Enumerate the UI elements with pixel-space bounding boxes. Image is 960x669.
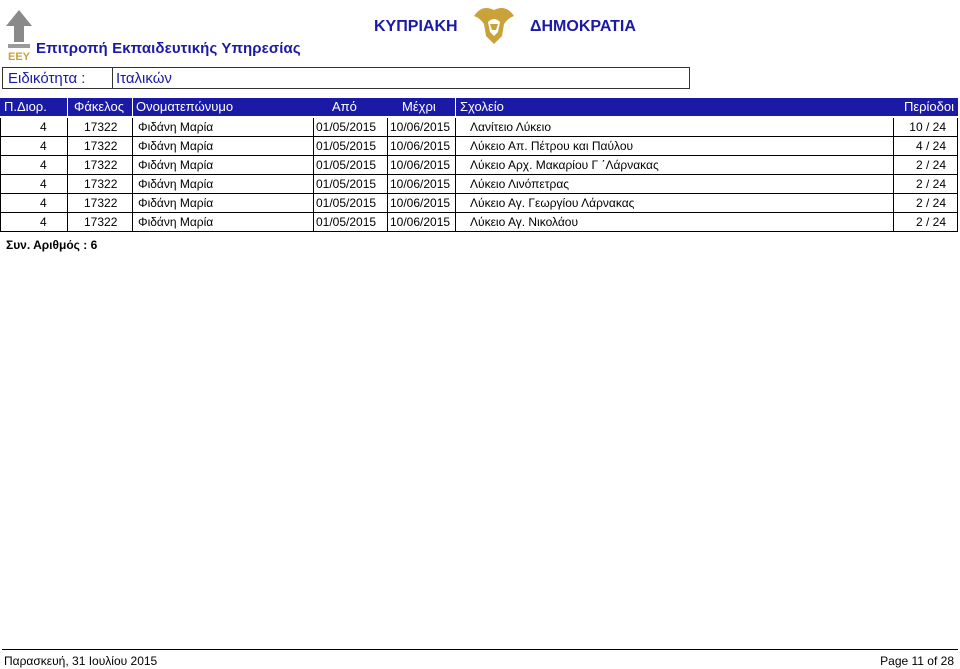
column-divider: [893, 194, 894, 213]
cell-from: 01/05/2015: [316, 120, 377, 134]
cell-appointment-period: 4: [40, 196, 47, 210]
cell-to: 10/06/2015: [390, 196, 451, 210]
cell-appointment-period: 4: [40, 158, 47, 172]
column-divider: [0, 213, 1, 232]
cell-name: Φιδάνη Μαρία: [138, 177, 214, 191]
footer-divider: [2, 649, 958, 650]
cell-file: 17322: [84, 120, 118, 134]
cell-from: 01/05/2015: [316, 177, 377, 191]
cell-school: Λύκειο Αγ. Νικολάου: [470, 215, 579, 229]
column-divider: [455, 118, 456, 137]
cell-file: 17322: [84, 158, 118, 172]
column-divider: [313, 156, 314, 175]
column-divider: [67, 137, 68, 156]
column-divider: [387, 213, 388, 232]
cell-periods: 2 / 24: [915, 196, 946, 210]
cell-name: Φιδάνη Μαρία: [138, 139, 214, 153]
specialty-label: Ειδικότητα :: [8, 70, 86, 87]
cell-school: Λύκειο Αγ. Γεωργίου Λάρνακας: [470, 196, 635, 210]
cell-to: 10/06/2015: [390, 177, 451, 191]
cell-name: Φιδάνη Μαρία: [138, 158, 214, 172]
column-divider: [67, 156, 68, 175]
column-divider: [132, 118, 133, 137]
organization-logo: [2, 8, 36, 68]
logo-text: ΕΕΥ: [7, 51, 31, 63]
cell-to: 10/06/2015: [390, 120, 451, 134]
table-row: [0, 156, 958, 175]
cell-from: 01/05/2015: [316, 215, 377, 229]
cell-to: 10/06/2015: [390, 139, 451, 153]
column-divider: [132, 194, 133, 213]
table-row: [0, 175, 958, 194]
table-row: [0, 194, 958, 213]
column-header-name: Ονοματεπώνυμο: [136, 99, 234, 114]
cell-from: 01/05/2015: [316, 196, 377, 210]
cell-from: 01/05/2015: [316, 139, 377, 153]
column-divider: [67, 175, 68, 194]
column-header-from: Από: [332, 99, 357, 114]
cell-appointment-period: 4: [40, 139, 47, 153]
cell-file: 17322: [84, 139, 118, 153]
cell-name: Φιδάνη Μαρία: [138, 120, 214, 134]
specialty-value: Ιταλικών: [116, 70, 172, 87]
cell-file: 17322: [84, 177, 118, 191]
column-header-to: Μέχρι: [402, 99, 436, 114]
cell-to: 10/06/2015: [390, 215, 451, 229]
cell-file: 17322: [84, 196, 118, 210]
column-divider: [132, 175, 133, 194]
column-divider: [132, 156, 133, 175]
column-divider: [67, 194, 68, 213]
table-header: [0, 98, 958, 116]
column-divider: [893, 156, 894, 175]
cell-periods: 4 / 24: [915, 139, 946, 153]
cell-school: Λανίτειο Λύκειο: [470, 120, 551, 134]
cell-periods: 2 / 24: [915, 215, 946, 229]
column-divider: [313, 137, 314, 156]
column-divider: [67, 213, 68, 232]
column-divider: [132, 213, 133, 232]
column-header-periods: Περίοδοι: [903, 99, 954, 114]
cell-periods: 2 / 24: [915, 158, 946, 172]
column-divider: [957, 175, 958, 194]
column-divider: [132, 137, 133, 156]
coat-of-arms-icon: [468, 2, 520, 48]
column-divider: [957, 213, 958, 232]
table-row: [0, 213, 958, 232]
column-divider: [313, 118, 314, 137]
column-divider: [0, 156, 1, 175]
cell-to: 10/06/2015: [390, 158, 451, 172]
cell-periods: 2 / 24: [915, 177, 946, 191]
column-divider: [957, 118, 958, 137]
column-divider: [387, 194, 388, 213]
column-divider: [957, 156, 958, 175]
cell-appointment-period: 4: [40, 120, 47, 134]
cell-name: Φιδάνη Μαρία: [138, 215, 214, 229]
column-divider: [313, 194, 314, 213]
column-divider: [957, 137, 958, 156]
total-count: Συν. Αριθμός : 6: [6, 238, 98, 252]
cell-periods: 10 / 24: [909, 120, 946, 134]
column-header-file: Φάκελος: [74, 99, 124, 114]
cell-appointment-period: 4: [40, 215, 47, 229]
table-row: [0, 118, 958, 137]
cell-appointment-period: 4: [40, 177, 47, 191]
column-divider: [313, 213, 314, 232]
cell-school: Λύκειο Απ. Πέτρου και Παύλου: [470, 139, 634, 153]
organization-name: Επιτροπή Εκπαιδευτικής Υπηρεσίας: [36, 40, 301, 57]
column-divider: [0, 194, 1, 213]
column-divider: [455, 213, 456, 232]
specialty-divider: [112, 68, 113, 88]
column-divider: [0, 175, 1, 194]
column-divider: [387, 137, 388, 156]
column-divider: [387, 175, 388, 194]
republic-title-right: ΔΗΜΟΚΡΑΤΙΑ: [530, 18, 636, 35]
column-divider: [313, 175, 314, 194]
republic-title-left: ΚΥΠΡΙΑΚΗ: [374, 18, 458, 35]
page-number: Page 11 of 28: [880, 654, 954, 668]
column-divider: [893, 137, 894, 156]
cell-name: Φιδάνη Μαρία: [138, 196, 214, 210]
cell-school: Λύκειο Λινόπετρας: [470, 177, 570, 191]
cell-from: 01/05/2015: [316, 158, 377, 172]
column-divider: [893, 118, 894, 137]
column-header-school: Σχολείο: [460, 99, 504, 114]
column-divider: [0, 118, 1, 137]
cell-file: 17322: [84, 215, 118, 229]
column-divider: [893, 175, 894, 194]
column-divider: [455, 156, 456, 175]
column-header-appointment-period: Π.Διορ.: [4, 99, 47, 114]
column-divider: [957, 194, 958, 213]
column-divider: [387, 156, 388, 175]
column-divider: [893, 213, 894, 232]
column-divider: [67, 118, 68, 137]
cell-school: Λύκειο Αρχ. Μακαρίου Γ ΄Λάρνακας: [470, 158, 659, 172]
column-divider: [455, 175, 456, 194]
column-divider: [455, 137, 456, 156]
column-divider: [387, 118, 388, 137]
column-divider: [455, 194, 456, 213]
column-divider: [0, 137, 1, 156]
footer-date: Παρασκευή, 31 Ιουλίου 2015: [4, 654, 158, 668]
specialty-box: [2, 67, 690, 89]
table-row: [0, 137, 958, 156]
